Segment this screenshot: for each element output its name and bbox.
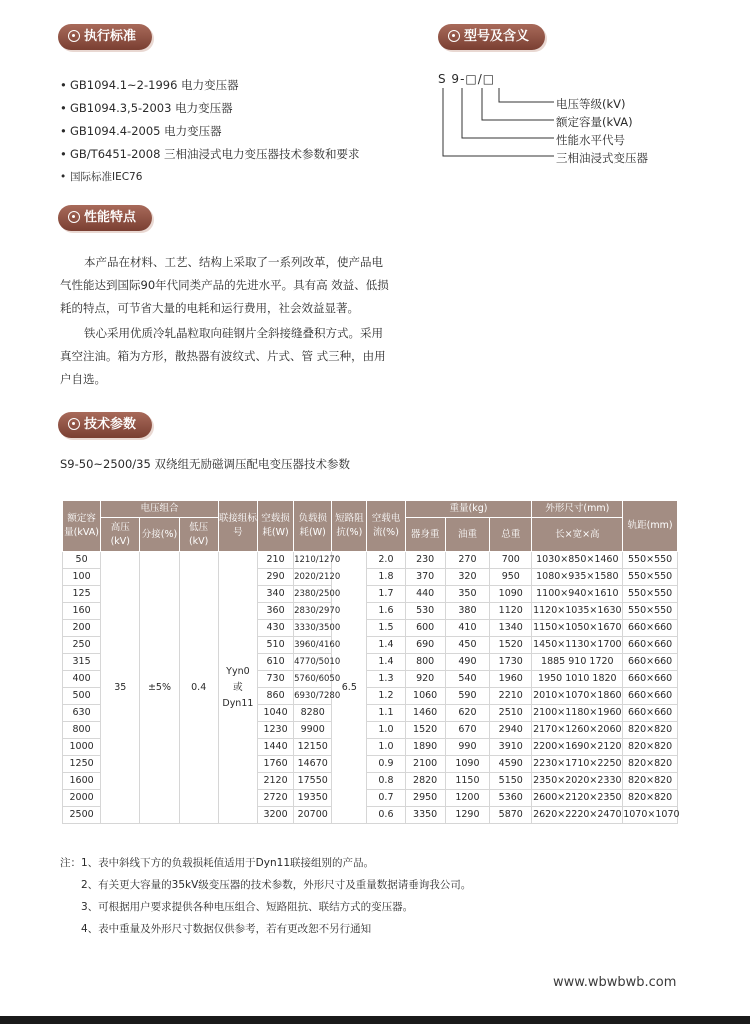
cell-body-weight: 440 (405, 586, 445, 603)
vector-group-line: Yyn0 (226, 665, 250, 677)
cell-impedance: 6.5 (332, 552, 367, 824)
cell-load-loss: 2020/2120 (294, 569, 332, 586)
cell-total-weight: 5360 (490, 790, 532, 807)
spec-table-body (63, 552, 678, 824)
cell-total-weight: 1520 (490, 637, 532, 654)
cell-capacity: 800 (63, 722, 101, 739)
header-vector-group: 联接组标号 (218, 501, 257, 552)
cell-load-loss: 2830/2970 (294, 603, 332, 620)
note-item: 2、有关更大容量的35kV级变压器的技术参数，外形尺寸及重量数据请垂询我公司。 (81, 879, 472, 891)
header-load-loss: 负载损耗(W) (294, 501, 332, 552)
cell-gauge: 820×820 (623, 773, 678, 790)
cell-noload-loss: 3200 (258, 807, 294, 824)
cell-oil-weight: 450 (445, 637, 489, 654)
cell-capacity: 1000 (63, 739, 101, 756)
cell-capacity: 160 (63, 603, 101, 620)
cell-noload-loss: 2720 (258, 790, 294, 807)
cell-noload-current: 0.8 (367, 773, 405, 790)
cell-noload-current: 0.6 (367, 807, 405, 824)
cell-body-weight: 2100 (405, 756, 445, 773)
notes (60, 852, 471, 940)
cell-gauge: 550×550 (623, 569, 678, 586)
table-row (63, 552, 678, 569)
cell-oil-weight: 1290 (445, 807, 489, 824)
circle-bullet-icon (448, 30, 460, 42)
cell-noload-current: 1.3 (367, 671, 405, 688)
header-capacity: 额定容量(kVA) (63, 501, 101, 552)
cell-dimensions: 2010×1070×1860 (532, 688, 623, 705)
cell-gauge: 550×550 (623, 586, 678, 603)
cell-capacity: 250 (63, 637, 101, 654)
features-paragraph-1: 本产品在材料、工艺、结构上采取了一系列改革，使产品电气性能达到国际90年代同类产品的先进水平。具有高 效益、低损耗的特点，可节省大量的电耗和运行费用，社会效益显著。 (60, 255, 389, 315)
cell-vector-group (218, 552, 257, 824)
cell-body-weight: 690 (405, 637, 445, 654)
cell-gauge: 820×820 (623, 722, 678, 739)
cell-total-weight: 700 (490, 552, 532, 569)
cell-total-weight: 2940 (490, 722, 532, 739)
cell-total-weight: 5150 (490, 773, 532, 790)
cell-noload-loss: 290 (258, 569, 294, 586)
cell-dimensions: 1150×1050×1670 (532, 620, 623, 637)
cell-noload-loss: 340 (258, 586, 294, 603)
header-total-weight: 总重 (490, 518, 532, 552)
cell-oil-weight: 490 (445, 654, 489, 671)
header-impedance: 短路阻抗(%) (332, 501, 367, 552)
cell-noload-loss: 2120 (258, 773, 294, 790)
cell-noload-current: 1.2 (367, 688, 405, 705)
cell-noload-loss: 510 (258, 637, 294, 654)
cell-load-loss: 20700 (294, 807, 332, 824)
cell-tap: ±5% (140, 552, 179, 824)
cell-body-weight: 600 (405, 620, 445, 637)
table-title: S9-50~2500/35 双绕组无励磁调压配电变压器技术参数 (60, 457, 350, 471)
cell-body-weight: 1520 (405, 722, 445, 739)
cell-gauge: 1070×1070 (623, 807, 678, 824)
header-lv: 低压(kV) (179, 518, 218, 552)
cell-capacity: 1250 (63, 756, 101, 773)
cell-noload-loss: 1440 (258, 739, 294, 756)
cell-capacity: 125 (63, 586, 101, 603)
standard-item: • GB/T6451-2008 三相油浸式电力变压器技术参数和要求 (60, 147, 360, 161)
model-code: S 9-□/□ (438, 72, 496, 86)
cell-dimensions: 1450×1130×1700 (532, 637, 623, 654)
cell-oil-weight: 620 (445, 705, 489, 722)
cell-body-weight: 3350 (405, 807, 445, 824)
cell-capacity: 500 (63, 688, 101, 705)
cell-noload-current: 0.9 (367, 756, 405, 773)
cell-noload-loss: 360 (258, 603, 294, 620)
cell-dimensions: 1080×935×1580 (532, 569, 623, 586)
cell-dimensions: 2200×1690×2120 (532, 739, 623, 756)
cell-oil-weight: 380 (445, 603, 489, 620)
cell-noload-current: 1.4 (367, 637, 405, 654)
cell-noload-current: 1.1 (367, 705, 405, 722)
cell-dimensions: 1120×1035×1630 (532, 603, 623, 620)
cell-capacity: 200 (63, 620, 101, 637)
cell-noload-current: 1.0 (367, 722, 405, 739)
cell-noload-current: 1.5 (367, 620, 405, 637)
cell-gauge: 550×550 (623, 552, 678, 569)
model-label-capacity: 额定容量(kVA) (556, 115, 633, 129)
vector-group-line: Dyn11 (222, 697, 254, 709)
header-gauge: 轨距(mm) (623, 501, 678, 552)
cell-dimensions: 1100×940×1610 (532, 586, 623, 603)
cell-oil-weight: 410 (445, 620, 489, 637)
cell-oil-weight: 320 (445, 569, 489, 586)
note-item: 3、可根据用户要求提供各种电压组合、短路阻抗、联结方式的变压器。 (81, 901, 414, 913)
spec-table (62, 500, 678, 824)
cell-total-weight: 1960 (490, 671, 532, 688)
cell-dimensions: 2350×2020×2330 (532, 773, 623, 790)
cell-noload-current: 1.7 (367, 586, 405, 603)
note-item: 4、表中重量及外形尺寸数据仅供参考，若有更改恕不另行通知 (81, 923, 372, 935)
cell-capacity: 1600 (63, 773, 101, 790)
cell-gauge: 660×660 (623, 688, 678, 705)
cell-gauge: 660×660 (623, 620, 678, 637)
header-body-weight: 器身重 (405, 518, 445, 552)
header-oil-weight: 油重 (445, 518, 489, 552)
cell-oil-weight: 270 (445, 552, 489, 569)
cell-oil-weight: 1090 (445, 756, 489, 773)
cell-dimensions: 2230×1710×2250 (532, 756, 623, 773)
cell-noload-current: 0.7 (367, 790, 405, 807)
cell-dimensions: 2600×2120×2350 (532, 790, 623, 807)
cell-lv: 0.4 (179, 552, 218, 824)
cell-total-weight: 4590 (490, 756, 532, 773)
section-header-model: 型号及含义 (438, 24, 545, 50)
vector-group-line: 或 (233, 681, 243, 693)
standard-item: • GB1094.4-2005 电力变压器 (60, 124, 222, 138)
cell-gauge: 820×820 (623, 739, 678, 756)
cell-oil-weight: 540 (445, 671, 489, 688)
cell-body-weight: 1060 (405, 688, 445, 705)
cell-oil-weight: 670 (445, 722, 489, 739)
standard-item: • GB1094.3,5-2003 电力变压器 (60, 101, 233, 115)
cell-body-weight: 2820 (405, 773, 445, 790)
cell-noload-current: 1.8 (367, 569, 405, 586)
cell-capacity: 315 (63, 654, 101, 671)
cell-capacity: 50 (63, 552, 101, 569)
cell-total-weight: 1120 (490, 603, 532, 620)
model-label-type: 三相油浸式变压器 (556, 151, 648, 165)
cell-total-weight: 1730 (490, 654, 532, 671)
bottom-bar (0, 1016, 750, 1024)
cell-gauge: 660×660 (623, 705, 678, 722)
cell-load-loss: 12150 (294, 739, 332, 756)
circle-bullet-icon (68, 418, 80, 430)
cell-dimensions: 1950 1010 1820 (532, 671, 623, 688)
cell-load-loss: 17550 (294, 773, 332, 790)
cell-capacity: 100 (63, 569, 101, 586)
cell-oil-weight: 990 (445, 739, 489, 756)
cell-noload-current: 1.6 (367, 603, 405, 620)
cell-total-weight: 1090 (490, 586, 532, 603)
cell-load-loss: 4770/5010 (294, 654, 332, 671)
header-hv: 高压(kV) (101, 518, 140, 552)
circle-bullet-icon (68, 211, 80, 223)
note-item: 注：1、表中斜线下方的负载损耗值适用于Dyn11联接组别的产品。 (60, 857, 374, 869)
cell-capacity: 2500 (63, 807, 101, 824)
header-noload-loss: 空载损耗(W) (258, 501, 294, 552)
cell-load-loss: 19350 (294, 790, 332, 807)
section-header-specs: 技术参数 (58, 412, 152, 438)
cell-dimensions: 1030×850×1460 (532, 552, 623, 569)
cell-noload-loss: 860 (258, 688, 294, 705)
cell-body-weight: 230 (405, 552, 445, 569)
header-lwh: 长×宽×高 (532, 518, 623, 552)
standards-list (60, 74, 360, 189)
cell-noload-loss: 730 (258, 671, 294, 688)
header-noload-current: 空载电流(%) (367, 501, 405, 552)
section-header-features: 性能特点 (58, 205, 152, 231)
header-dimensions: 外形尺寸(mm) (532, 501, 623, 518)
header-voltage-group: 电压组合 (101, 501, 219, 518)
section-header-standards: 执行标准 (58, 24, 152, 50)
cell-noload-loss: 1230 (258, 722, 294, 739)
cell-dimensions: 2100×1180×1960 (532, 705, 623, 722)
cell-gauge: 660×660 (623, 637, 678, 654)
cell-gauge: 660×660 (623, 654, 678, 671)
model-label-voltage: 电压等级(kV) (556, 97, 626, 111)
cell-dimensions: 2170×1260×2060 (532, 722, 623, 739)
cell-noload-loss: 610 (258, 654, 294, 671)
cell-body-weight: 800 (405, 654, 445, 671)
standard-item: • 国际标准IEC76 (60, 171, 143, 183)
cell-load-loss: 6930/7280 (294, 688, 332, 705)
cell-body-weight: 1460 (405, 705, 445, 722)
cell-noload-loss: 1760 (258, 756, 294, 773)
cell-total-weight: 2210 (490, 688, 532, 705)
cell-oil-weight: 590 (445, 688, 489, 705)
cell-total-weight: 2510 (490, 705, 532, 722)
footer-url: www.wbwbwb.com (553, 975, 677, 990)
model-code-diagram (438, 72, 678, 172)
cell-gauge: 820×820 (623, 756, 678, 773)
cell-noload-loss: 430 (258, 620, 294, 637)
cell-total-weight: 950 (490, 569, 532, 586)
cell-total-weight: 3910 (490, 739, 532, 756)
cell-body-weight: 2950 (405, 790, 445, 807)
cell-body-weight: 920 (405, 671, 445, 688)
standard-item: • GB1094.1~2-1996 电力变压器 (60, 78, 239, 92)
cell-capacity: 400 (63, 671, 101, 688)
cell-load-loss: 8280 (294, 705, 332, 722)
cell-noload-current: 1.4 (367, 654, 405, 671)
cell-total-weight: 5870 (490, 807, 532, 824)
header-tap: 分接(%) (140, 518, 179, 552)
circle-bullet-icon (68, 30, 80, 42)
cell-oil-weight: 350 (445, 586, 489, 603)
cell-dimensions: 2620×2220×2470 (532, 807, 623, 824)
cell-oil-weight: 1200 (445, 790, 489, 807)
cell-hv: 35 (101, 552, 140, 824)
cell-noload-loss: 210 (258, 552, 294, 569)
cell-total-weight: 1340 (490, 620, 532, 637)
cell-noload-current: 2.0 (367, 552, 405, 569)
cell-load-loss: 3330/3500 (294, 620, 332, 637)
cell-body-weight: 1890 (405, 739, 445, 756)
model-label-performance: 性能水平代号 (556, 133, 625, 147)
cell-oil-weight: 1150 (445, 773, 489, 790)
cell-load-loss: 5760/6050 (294, 671, 332, 688)
cell-body-weight: 370 (405, 569, 445, 586)
header-weight: 重量(kg) (405, 501, 532, 518)
cell-load-loss: 9900 (294, 722, 332, 739)
cell-body-weight: 530 (405, 603, 445, 620)
cell-capacity: 2000 (63, 790, 101, 807)
cell-gauge: 660×660 (623, 671, 678, 688)
cell-capacity: 630 (63, 705, 101, 722)
cell-gauge: 550×550 (623, 603, 678, 620)
features-paragraph-2: 铁心采用优质冷轧晶粒取向硅钢片全斜接缝叠积方式。采用真空注油。箱为方形，散热器有波纹式、片式、管 式三种，由用户自选。 (60, 326, 386, 386)
cell-dimensions: 1885 910 1720 (532, 654, 623, 671)
cell-noload-current: 1.0 (367, 739, 405, 756)
cell-load-loss: 1210/1270 (294, 552, 332, 569)
cell-gauge: 820×820 (623, 790, 678, 807)
cell-load-loss: 3960/4160 (294, 637, 332, 654)
cell-noload-loss: 1040 (258, 705, 294, 722)
cell-load-loss: 14670 (294, 756, 332, 773)
cell-load-loss: 2380/2500 (294, 586, 332, 603)
